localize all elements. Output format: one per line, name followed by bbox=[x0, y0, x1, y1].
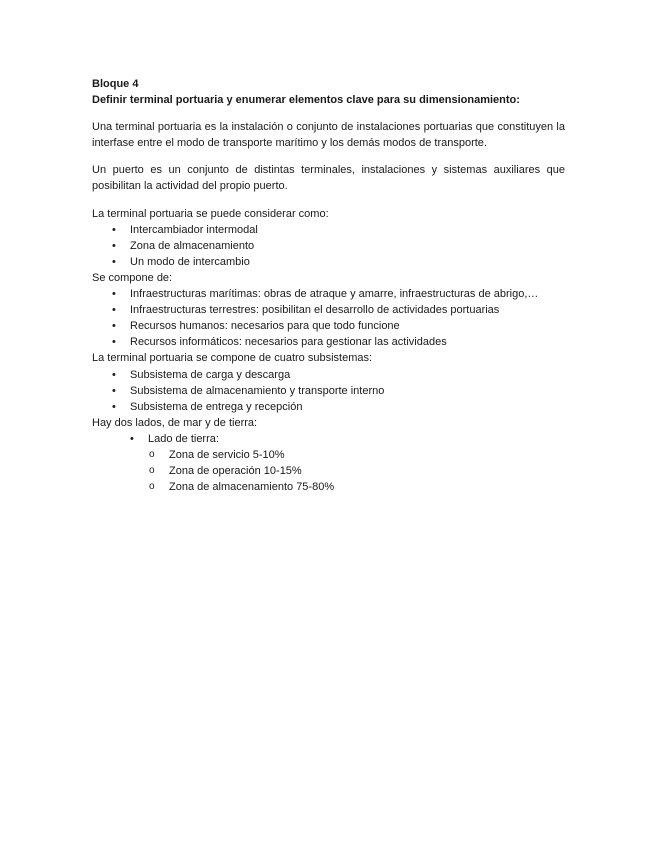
bullet-icon: • bbox=[112, 288, 116, 301]
sub-list-item: o Zona de servicio 5-10% bbox=[92, 447, 565, 463]
list-item: • Lado de tierra: bbox=[92, 431, 565, 447]
compone-intro: Se compone de: bbox=[92, 271, 173, 284]
bullet-icon: • bbox=[112, 304, 116, 317]
list-item: • Infraestructuras marítimas: obras de atraque y amarre, infraestructuras de abrigo,… bbox=[92, 286, 565, 302]
paragraph-puerto-definition: Un puerto es un conjunto de distintas terminales, instalaciones y sistemas auxiliares que posibilitan la actividad del propio puerto. bbox=[92, 164, 565, 193]
bullet-icon: • bbox=[112, 239, 116, 252]
bullet-icon: • bbox=[112, 400, 116, 413]
bullet-icon: • bbox=[112, 320, 116, 333]
consider-intro: La terminal portuaria se puede considerar como: bbox=[92, 207, 329, 220]
circle-bullet-icon: o bbox=[149, 448, 155, 460]
list-item: • Subsistema de entrega y recepción bbox=[92, 399, 565, 415]
list-item: • Subsistema de carga y descarga bbox=[92, 367, 565, 383]
paragraph-terminal-definition: Una terminal portuaria es la instalación o conjunto de instalaciones portuarias que constituyen la interfase entre el modo de transporte marítimo y los demás modos de transporte. bbox=[92, 121, 565, 150]
list-item: • Un modo de intercambio bbox=[92, 254, 565, 270]
bullet-icon: • bbox=[112, 255, 116, 268]
consider-list bbox=[92, 222, 565, 270]
bullet-icon: • bbox=[112, 223, 116, 236]
list-item: • Infraestructuras terrestres: posibilitan el desarrollo de actividades portuarias bbox=[92, 302, 565, 318]
circle-bullet-icon: o bbox=[149, 465, 155, 477]
sub-list-item: o Zona de operación 10-15% bbox=[92, 463, 565, 479]
list-item: • Zona de almacenamiento bbox=[92, 238, 565, 254]
list-item: • Recursos humanos: necesarios para que todo funcione bbox=[92, 318, 565, 334]
section-heading: Definir terminal portuaria y enumerar elementos clave para su dimensionamiento: bbox=[92, 94, 520, 107]
circle-bullet-icon: o bbox=[149, 481, 155, 493]
compone-list bbox=[92, 286, 565, 350]
subsistemas-list bbox=[92, 367, 565, 415]
lado-tierra-sublist bbox=[92, 447, 565, 495]
lados-intro: Hay dos lados, de mar y de tierra: bbox=[92, 416, 258, 429]
list-item: • Recursos informáticos: necesarios para gestionar las actividades bbox=[92, 334, 565, 350]
lados-list bbox=[92, 431, 565, 447]
bullet-icon: • bbox=[130, 432, 134, 445]
bullet-icon: • bbox=[112, 368, 116, 381]
block-title: Bloque 4 bbox=[92, 78, 139, 90]
subsistemas-intro: La terminal portuaria se compone de cuatro subsistemas: bbox=[92, 352, 373, 365]
list-item: • Subsistema de almacenamiento y transporte interno bbox=[92, 383, 565, 399]
sub-list-item: o Zona de almacenamiento 75-80% bbox=[92, 479, 565, 495]
bullet-icon: • bbox=[112, 336, 116, 349]
bullet-icon: • bbox=[112, 384, 116, 397]
list-item: • Intercambiador intermodal bbox=[92, 222, 565, 238]
